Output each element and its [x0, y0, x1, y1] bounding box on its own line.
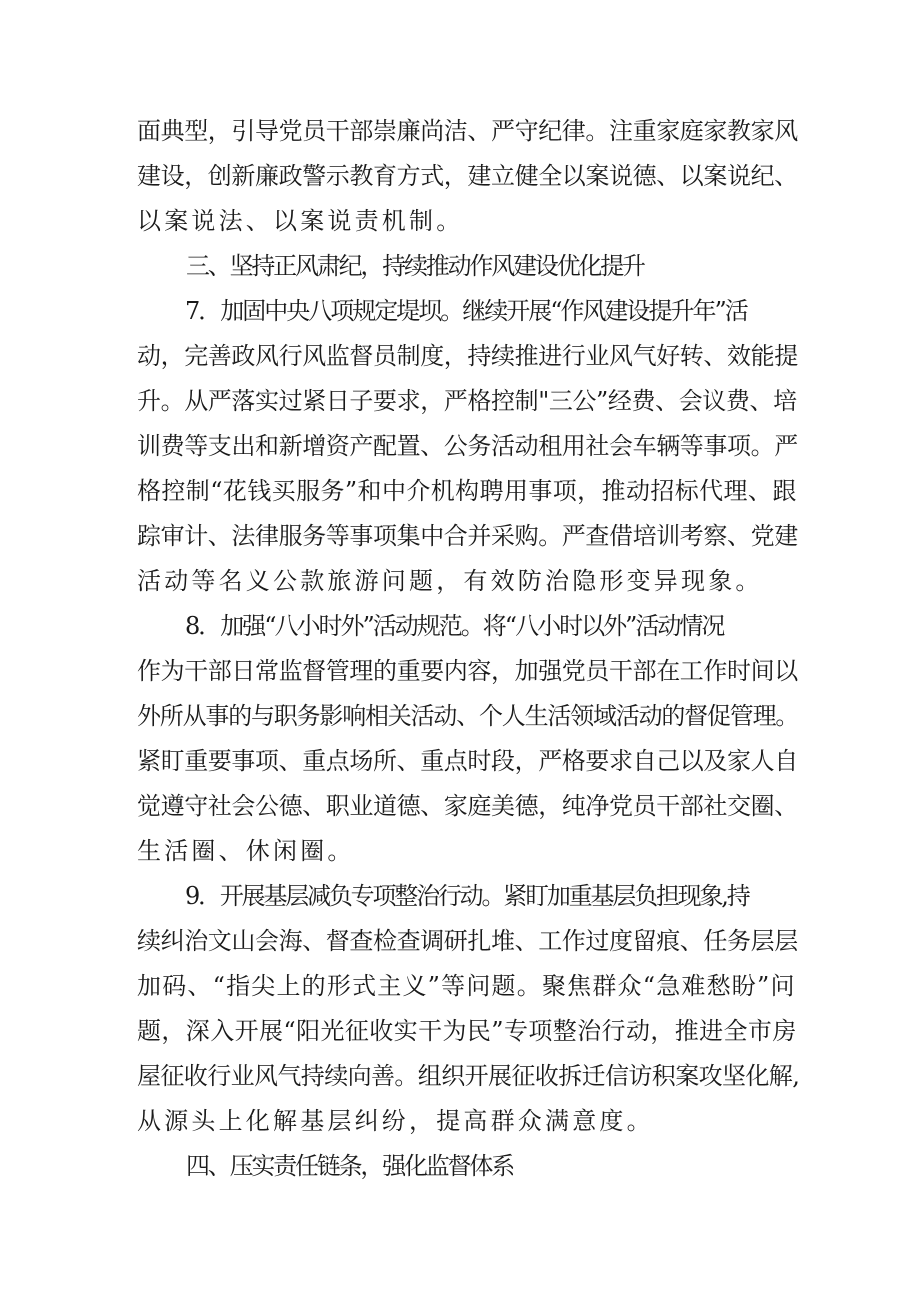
- body-text-line: 屋征收行业风气持续向善。组织开展征收拆迁信访积案攻坚化解,: [137, 1062, 800, 1090]
- body-text-line: 以案说法、以案说责机制。: [137, 207, 464, 235]
- body-text-line: 生活圈、休闲圈。: [137, 837, 355, 865]
- body-text-line: 外所从事的与职务影响相关活动、个人生活领域活动的督促管理。: [137, 702, 799, 730]
- body-text-line: 升。从严落实过紧日子要求，严格控制"三公”经费、会议费、培: [137, 387, 797, 415]
- body-text-line: 续纠治文山会海、督查检查调研扎堆、工作过度留痕、任务层层: [137, 927, 798, 955]
- body-text-line: 建设，创新廉政警示教育方式，建立健全以案说德、以案说纪、: [137, 162, 798, 190]
- body-text-line: 题，深入开展“阳光征收实干为民”专项整治行动，推进全市房: [137, 1017, 797, 1045]
- body-text-line: 面典型，引导党员干部崇廉尚洁、严守纪律。注重家庭家教家风: [137, 117, 798, 145]
- body-text-line: 踪审计、法律服务等事项集中合并采购。严查借培训考察、党建: [137, 522, 798, 550]
- body-text-line: 觉遵守社会公德、职业道德、家庭美德，纯净党员干部社交圈、: [137, 792, 798, 820]
- body-text-line: 活动等名义公款旅游问题，有效防治隐形变异现象。: [137, 567, 763, 595]
- body-text-line: 格控制“花钱买服务”和中介机构聘用事项，推动招标代理、跟: [137, 477, 797, 505]
- body-text-line: 训费等支出和新增资产配置、公务活动租用社会车辆等事项。严: [137, 432, 798, 460]
- item-8-first-line: 8．加强“八小时外”活动规范。将“八小时以外”活动情况: [185, 612, 724, 640]
- section-heading-3: 三、坚持正风肃纪，持续推动作风建设优化提升: [186, 252, 644, 280]
- section-heading-4: 四、压实责任链条，强化监督体系: [186, 1152, 513, 1180]
- body-text-line: 紧盯重要事项、重点场所、重点时段，严格要求自己以及家人自: [137, 747, 798, 775]
- item-9-first-line: 9．开展基层减负专项整治行动。紧盯加重基层负担现象,持: [185, 882, 749, 910]
- body-text-line: 加码、“指尖上的形式主义”等问题。聚焦群众“急难愁盼”问: [137, 972, 796, 1000]
- body-text-line: 从源头上化解基层纠纷，提高群众满意度。: [137, 1107, 654, 1135]
- body-text-line: 作为干部日常监督管理的重要内容，加强党员干部在工作时间以: [137, 657, 798, 685]
- item-7-first-line: 7．加固中央八项规定堤坝。继续开展“作风建设提升年”活: [185, 297, 747, 325]
- body-text-line: 动，完善政风行风监督员制度，持续推进行业风气好转、效能提: [137, 342, 798, 370]
